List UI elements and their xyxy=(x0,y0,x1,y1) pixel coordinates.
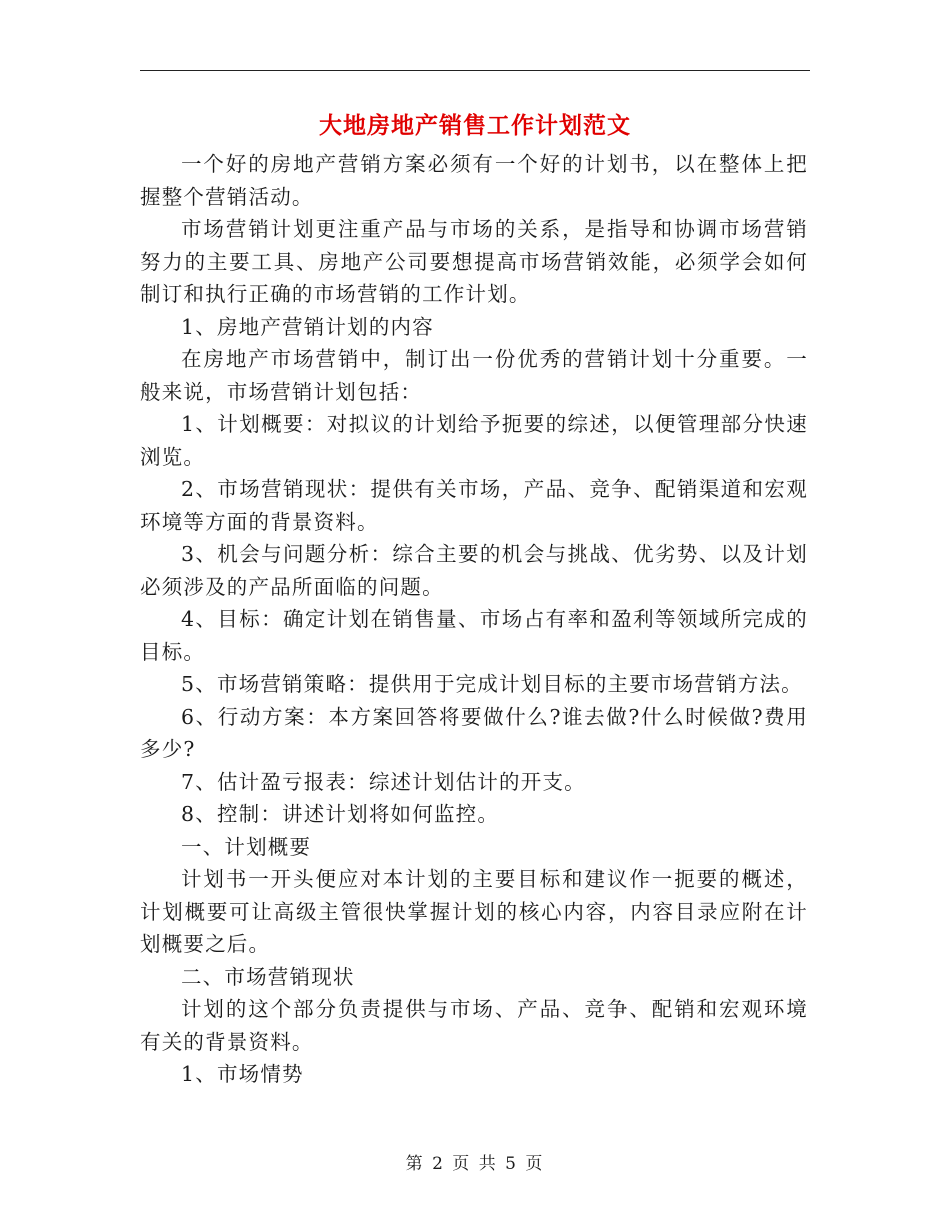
header-rule xyxy=(140,70,810,71)
list-item: 6、行动方案：本方案回答将要做什么?谁去做?什么时候做?费用多少? xyxy=(140,704,808,761)
section-heading: 1、房地产营销计划的内容 xyxy=(181,314,434,339)
section-heading: 二、市场营销现状 xyxy=(181,964,355,989)
section-heading: 1、市场情势 xyxy=(181,1062,304,1086)
list-item: 3、机会与问题分析：综合主要的机会与挑战、优劣势、以及计划必须涉及的产品所面临的问题。 xyxy=(140,542,808,599)
list-item: 8、控制：讲述计划将如何监控。 xyxy=(181,802,500,826)
list-item: 7、估计盈亏报表：综述计划估计的开支。 xyxy=(181,769,586,794)
paragraph: 在房地产市场营销中，制订出一份优秀的营销计划十分重要。一般来说，市场营销计划包括： xyxy=(140,347,808,404)
section-heading: 一、计划概要 xyxy=(181,834,312,859)
paragraph: 市场营销计划更注重产品与市场的关系，是指导和协调市场营销努力的主要工具、房地产公司要想提高市场营销效能，必须学会如何制订和执行正确的市场营销的工作计划。 xyxy=(140,217,808,306)
page-title: 大地房地产销售工作计划范文 xyxy=(319,112,631,139)
paragraph: 计划的这个部分负责提供与市场、产品、竞争、配销和宏观环境有关的背景资料。 xyxy=(140,997,808,1054)
list-item: 2、市场营销现状：提供有关市场，产品、竞争、配销渠道和宏观环境等方面的背景资料。 xyxy=(140,477,808,534)
list-item: 4、目标：确定计划在销售量、市场占有率和盈利等领域所完成的目标。 xyxy=(140,607,808,664)
paragraph: 一个好的房地产营销方案必须有一个好的计划书，以在整体上把握整个营销活动。 xyxy=(140,152,808,209)
list-item: 1、计划概要：对拟议的计划给予扼要的综述，以便管理部分快速浏览。 xyxy=(140,412,808,469)
paragraph: 计划书一开头便应对本计划的主要目标和建议作一扼要的概述，计划概要可让高级主管很快掌握计划的核心内容，内容目录应附在计划概要之后。 xyxy=(140,867,808,956)
document-body xyxy=(140,148,808,1091)
page-number: 第 2 页 共 5 页 xyxy=(405,1154,545,1174)
list-item: 5、市场营销策略：提供用于完成计划目标的主要市场营销方法。 xyxy=(181,672,803,696)
